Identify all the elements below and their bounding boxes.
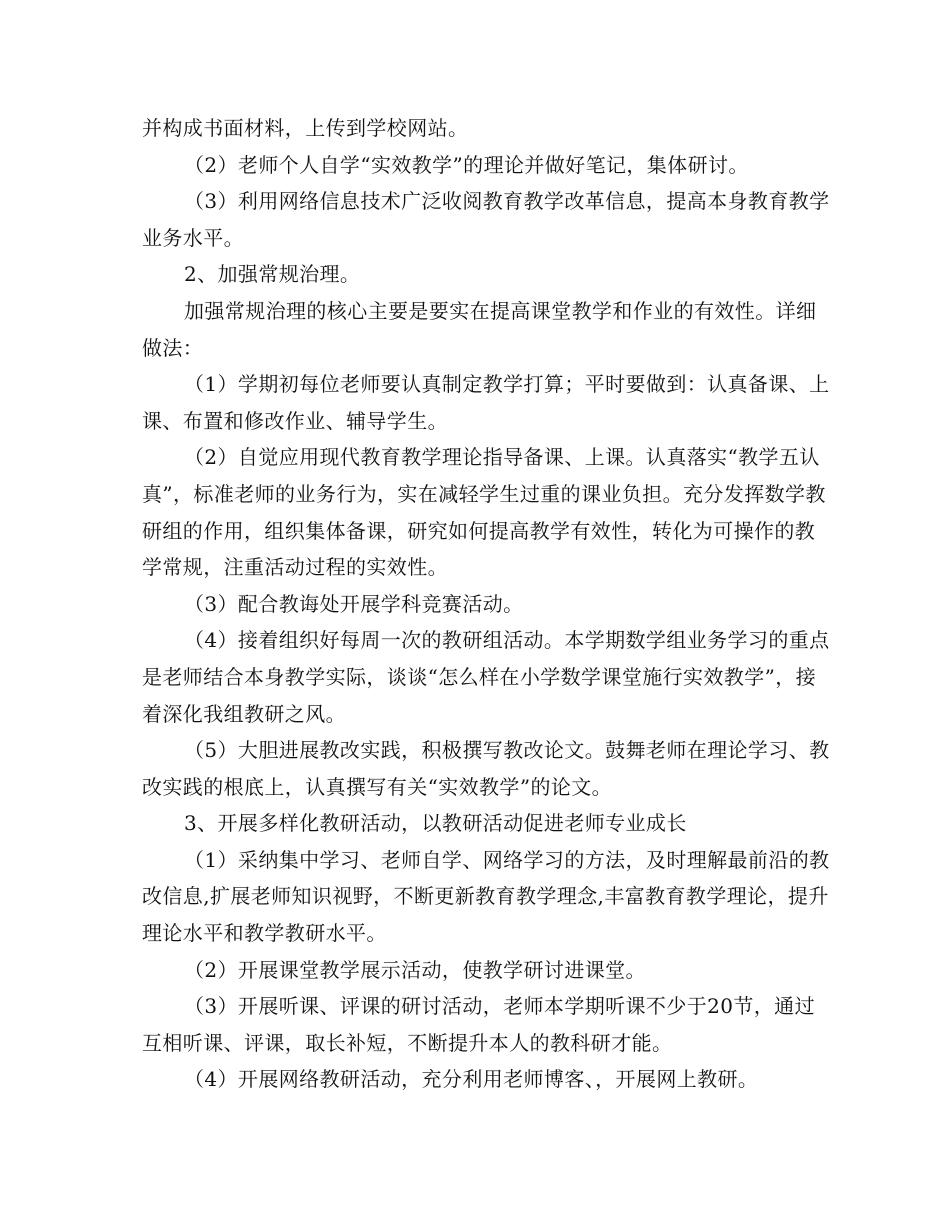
paragraph: 并构成书面材料，上传到学校网站。 <box>142 116 469 140</box>
section-heading: 3、开展多样化教研活动，以教研活动促进老师专业成长 <box>184 811 687 836</box>
paragraph: （3）配合教诲处开展学科竞赛活动。 <box>184 591 524 616</box>
paragraph: （3）利用网络信息技术广泛收阅教育教学改革信息，提高本身教育教学业务水平。 <box>142 189 830 250</box>
paragraph: 加强常规治理的核心主要是要实在提高课堂教学和作业的有效性。详细做法： <box>142 298 817 360</box>
paragraph: （2）开展课堂教学展示活动，使教学研讨进课堂。 <box>184 957 646 982</box>
paragraph: （1）采纳集中学习、老师自学、网络学习的方法，及时理解最前沿的教改信息,扩展老师知识视野，不断更新教育教学理念,丰富教育教学理论，提升理论水平和教学教研水平。 <box>142 847 830 946</box>
section-heading: 2、加强常规治理。 <box>184 262 361 287</box>
paragraph: （3）开展听课、评课的研讨活动，老师本学期听课不少于20节，通过互相听课、评课，取长补短，不断提升本人的教科研才能。 <box>142 994 815 1055</box>
document-body <box>142 110 832 1098</box>
paragraph: （5）大胆进展教改实践，积极撰写教改论文。鼓舞老师在理论学习、教改实践的根底上，认真撰写有关“实效教学”的论文。 <box>142 738 830 799</box>
paragraph: （4）接着组织好每周一次的教研组活动。本学期数学组业务学习的重点是老师结合本身教学实际，谈谈“怎么样在小学数学课堂施行实效教学”，接着深化我组教研之风。 <box>142 628 830 726</box>
paragraph: （4）开展网络教研活动，充分利用老师博客、，开展网上教研。 <box>184 1067 759 1092</box>
paragraph: （1）学期初每位老师要认真制定教学打算；平时要做到：认真备课、上课、布置和修改作业、辅导学生。 <box>142 372 830 433</box>
paragraph: （2）老师个人自学“实效教学”的理论并做好笔记，集体研讨。 <box>184 152 749 177</box>
paragraph: （2）自觉应用现代教育教学理论指导备课、上课。认真落实“教学五认真”，标准老师的业务行为，实在减轻学生过重的课业负担。充分发挥数学教研组的作用，组织集体备课，研究如何提高教学有效性，转化为可操作的教学常规，注重活动过程的实效性。 <box>142 445 826 580</box>
